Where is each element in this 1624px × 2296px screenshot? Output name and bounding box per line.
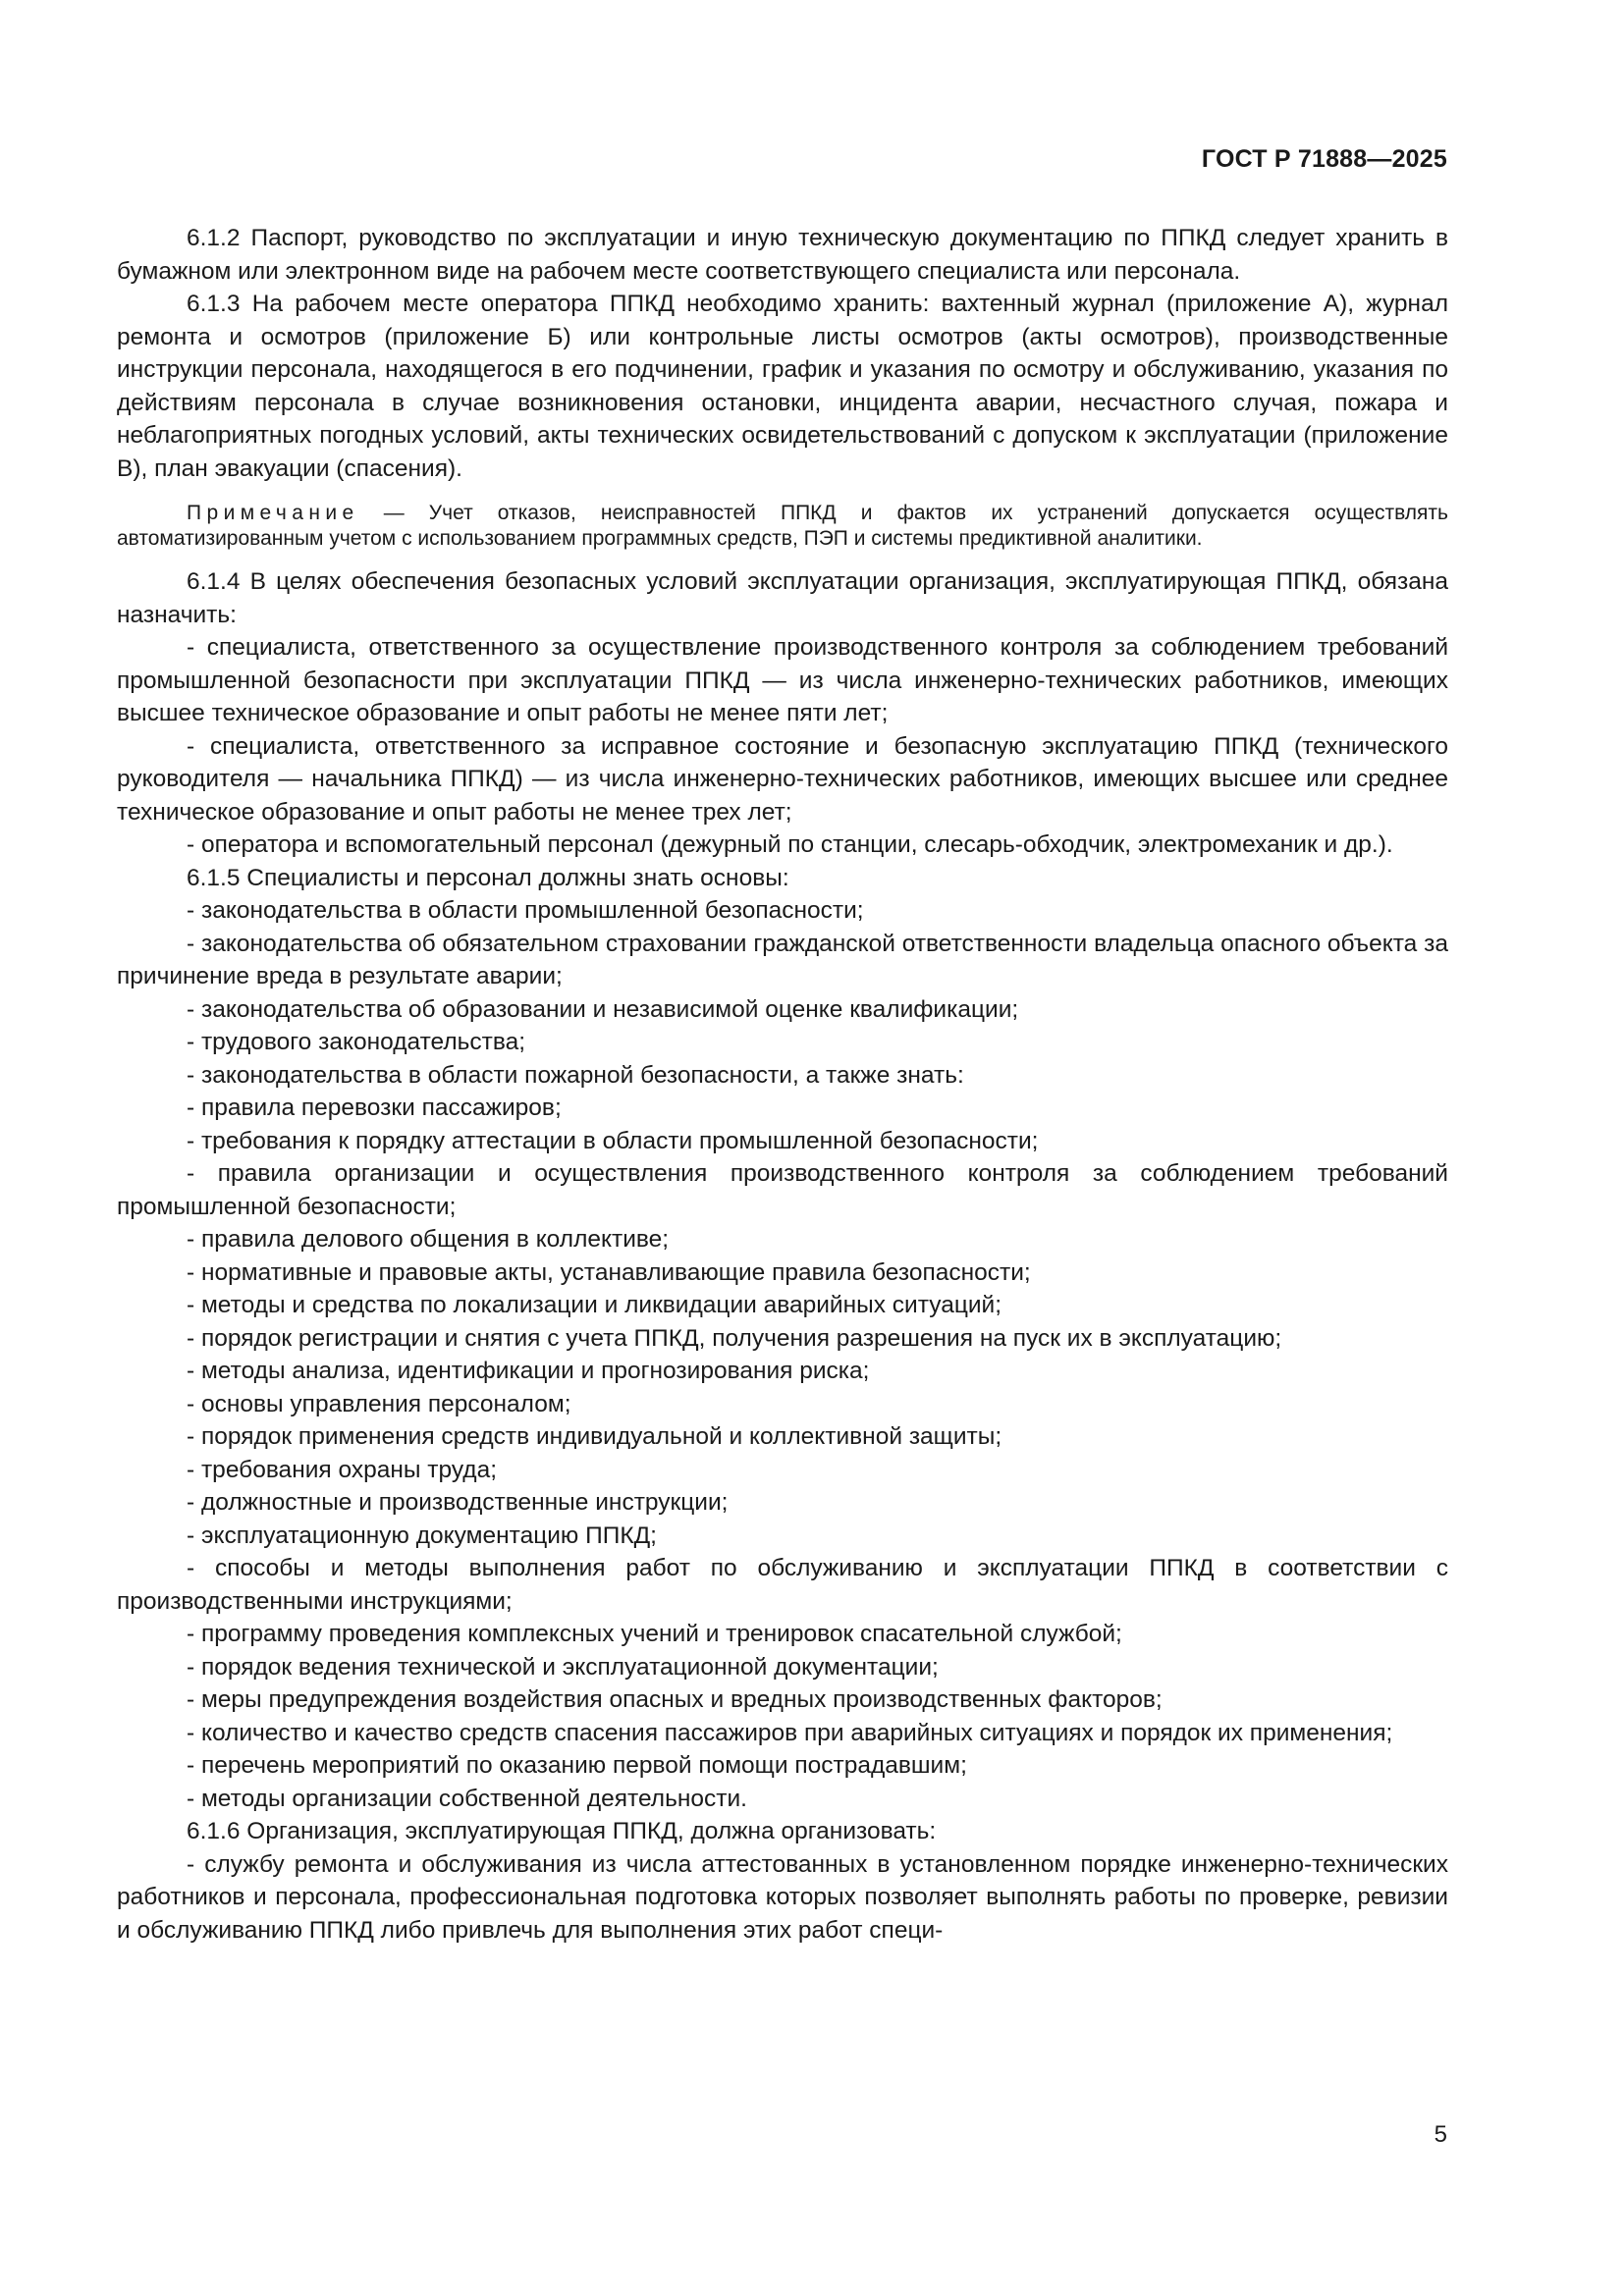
list-item: - методы организации собственной деятельности.	[187, 1785, 747, 1812]
list-item: - меры предупреждения воздействия опасных и вредных производственных факторов;	[187, 1686, 1163, 1713]
list-item: - правила организации и осуществления производственного контроля за соблюдением требований промышленной безопасности;	[117, 1160, 1448, 1220]
paragraph-6-1-3: 6.1.3 На рабочем месте оператора ППКД необходимо хранить: вахтенный журнал (приложение А), журнал ремонта и осмотров (приложение Б) или контрольные листы осмотров (акты осмотров), производственные инструкции персонала, находящегося в его подчинении, график и указания по осмотру и обслуживанию, указания по действиям персонала в случае возникновения остановки, инцидента аварии, несчастного случая, пожара и неблагоприятных погодных условий, акты технических освидетельствований с допуском к эксплуатации (приложение В), план эвакуации (спасения).	[117, 291, 1448, 482]
list-item: - законодательства об обязательном страховании гражданской ответственности владельца опасного объекта за причинение вреда в результате аварии;	[117, 930, 1448, 989]
document-body	[117, 222, 1448, 1947]
list-item: - службу ремонта и обслуживания из числа аттестованных в установленном порядке инженерно-технических работников и персонала, профессиональная подготовка которых позволяет выполнять работы по проверке, ревизии и обслуживанию ППКД либо привлечь для выполнения этих работ специ-	[117, 1850, 1448, 1944]
paragraph-6-1-6: 6.1.6 Организация, эксплуатирующая ППКД, должна организовать:	[187, 1818, 937, 1844]
list-item: - требования к порядку аттестации в области промышленной безопасности;	[187, 1127, 1039, 1154]
list-item: - законодательства в области пожарной безопасности, а также знать:	[187, 1061, 964, 1089]
list-item: - требования охраны труда;	[187, 1456, 498, 1483]
paragraph-6-1-5: 6.1.5 Специалисты и персонал должны знать основы:	[187, 864, 789, 891]
list-item: - порядок ведения технической и эксплуатационной документации;	[187, 1653, 939, 1681]
list-item: - перечень мероприятий по оказанию первой помощи пострадавшим;	[187, 1752, 967, 1779]
list-item: - законодательства в области промышленной безопасности;	[187, 897, 864, 924]
page-number: 5	[1434, 2121, 1447, 2148]
list-item: - нормативные и правовые акты, устанавливающие правила безопасности;	[187, 1258, 1031, 1286]
list-item: - способы и методы выполнения работ по обслуживанию и эксплуатации ППКД в соответствии с производственными инструкциями;	[117, 1555, 1448, 1615]
list-item: - трудового законодательства;	[187, 1029, 526, 1055]
list-item: - порядок регистрации и снятия с учета ППКД, получения разрешения на пуск их в эксплуатацию;	[187, 1324, 1282, 1352]
note-label: Примечание	[187, 502, 359, 524]
list-item: - методы и средства по локализации и ликвидации аварийных ситуаций;	[187, 1292, 1002, 1318]
list-item: - порядок применения средств индивидуальной и коллективной защиты;	[187, 1423, 1002, 1450]
list-item: - законодательства об образовании и независимой оценке квалификации;	[187, 995, 1019, 1023]
note	[117, 501, 1448, 552]
list-item: - специалиста, ответственного за исправное состояние и безопасную эксплуатацию ППКД (технического руководителя — начальника ППКД) — из числа инженерно-технических работников, имеющих высшее или среднее техническое образование и опыт работы не менее трех лет;	[117, 732, 1448, 826]
list-item: - должностные и производственные инструкции;	[187, 1489, 729, 1516]
list-item: - правила делового общения в коллективе;	[187, 1226, 670, 1253]
paragraph-6-1-4: 6.1.4 В целях обеспечения безопасных условий эксплуатации организация, эксплуатирующая ППКД, обязана назначить:	[117, 568, 1448, 628]
list-item: - специалиста, ответственного за осуществление производственного контроля за соблюдением требований промышленной безопасности при эксплуатации ППКД — из числа инженерно-технических работников, имеющих высшее техническое образование и опыт работы не менее пяти лет;	[117, 634, 1448, 726]
list-item: - оператора и вспомогательный персонал (дежурный по станции, слесарь-обходчик, электромеханик и др.).	[187, 831, 1393, 858]
list-item: - количество и качество средств спасения пассажиров при аварийных ситуациях и порядок их применения;	[187, 1719, 1393, 1746]
list-item: - правила перевозки пассажиров;	[187, 1095, 562, 1121]
list-item: - эксплуатационную документацию ППКД;	[187, 1522, 657, 1549]
list-item: - методы анализа, идентификации и прогнозирования риска;	[187, 1358, 870, 1384]
standard-id-header: ГОСТ Р 71888—2025	[1201, 145, 1447, 173]
list-item: - программу проведения комплексных учений и тренировок спасательной службой;	[187, 1621, 1122, 1647]
paragraph-6-1-2: 6.1.2 Паспорт, руководство по эксплуатации и иную техническую документацию по ППКД следует хранить в бумажном или электронном виде на рабочем месте соответствующего специалиста или персонала.	[117, 225, 1448, 285]
note-text: — Учет отказов, неисправностей ППКД и фактов их устранений допускается осуществлять автоматизированным учетом с использованием программных средств, ПЭП и системы предиктивной аналитики.	[117, 502, 1448, 550]
list-item: - основы управления персоналом;	[187, 1390, 571, 1417]
